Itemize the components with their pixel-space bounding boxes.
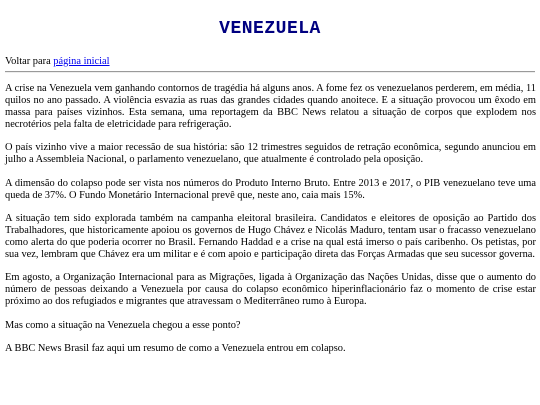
- back-line: [5, 56, 110, 68]
- divider: [5, 71, 535, 73]
- article-paragraph: Em agosto, a Organização Internacional para as Migrações, ligada à Organização das Nações Unidas, disse que o aumento do número de pessoas deixando a Venezuela por causa do colapso econômico hiperinflacionário faz o momento de crise estar próximo ao dos refugiados e migrantes que atravessam o Mediterrâneo rumo à Europa.: [5, 272, 536, 308]
- page-title: VENEZUELA: [219, 19, 321, 39]
- back-prefix: Voltar para: [5, 56, 54, 67]
- article-paragraph: A dimensão do colapso pode ser vista nos números do Produto Interno Bruto. Entre 2013 e 2017, o PIB venezuelano teve uma queda de 37%. O Fundo Monetário Internacional prevê que, neste ano, caia mais 15%.: [5, 177, 536, 201]
- article-paragraph: A situação tem sido explorada também na campanha eleitoral brasileira. Candidatos e eleitores de oposição ao Partido dos Trabalhadores, que historicamente apoiou os governos de Hugo Chávez e Nicolás Maduro, tentam usar o fracasso venezuelano como alerta do que poderia ocorrer no Brasil. Fernando Haddad e a crise na qual está imerso o país caribenho. Os petistas, por sua vez, lembram que Chávez era um militar e é com apoio e participação direta das Forças Armadas que seu sucessor governa.: [5, 213, 536, 260]
- article-body: [5, 83, 536, 367]
- home-link[interactable]: página inicial: [53, 56, 110, 67]
- article-paragraph: O país vizinho vive a maior recessão de sua história: são 12 trimestres seguidos de retração econômica, segundo anunciou em julho a Assembleia Nacional, o parlamento venezuelano, que atualmente é controlado pela oposição.: [5, 142, 536, 166]
- article-paragraph: Mas como a situação na Venezuela chegou a esse ponto?: [5, 319, 241, 331]
- article-paragraph: A crise na Venezuela vem ganhando contornos de tragédia há alguns anos. A fome fez os venezuelanos perderem, em média, 11 quilos no ano passado. A violência esvazia as ruas das grandes cidades quando anoitece. E a situação provocou um êxodo em massa para países vizinhos. Esta semana, uma reportagem da BBC News relatou a situação de corpos que explodem nos necrotérios pela falta de eletricidade para refrigeração.: [5, 83, 536, 130]
- article-paragraph: A BBC News Brasil faz aqui um resumo de como a Venezuela entrou em colapso.: [5, 343, 346, 355]
